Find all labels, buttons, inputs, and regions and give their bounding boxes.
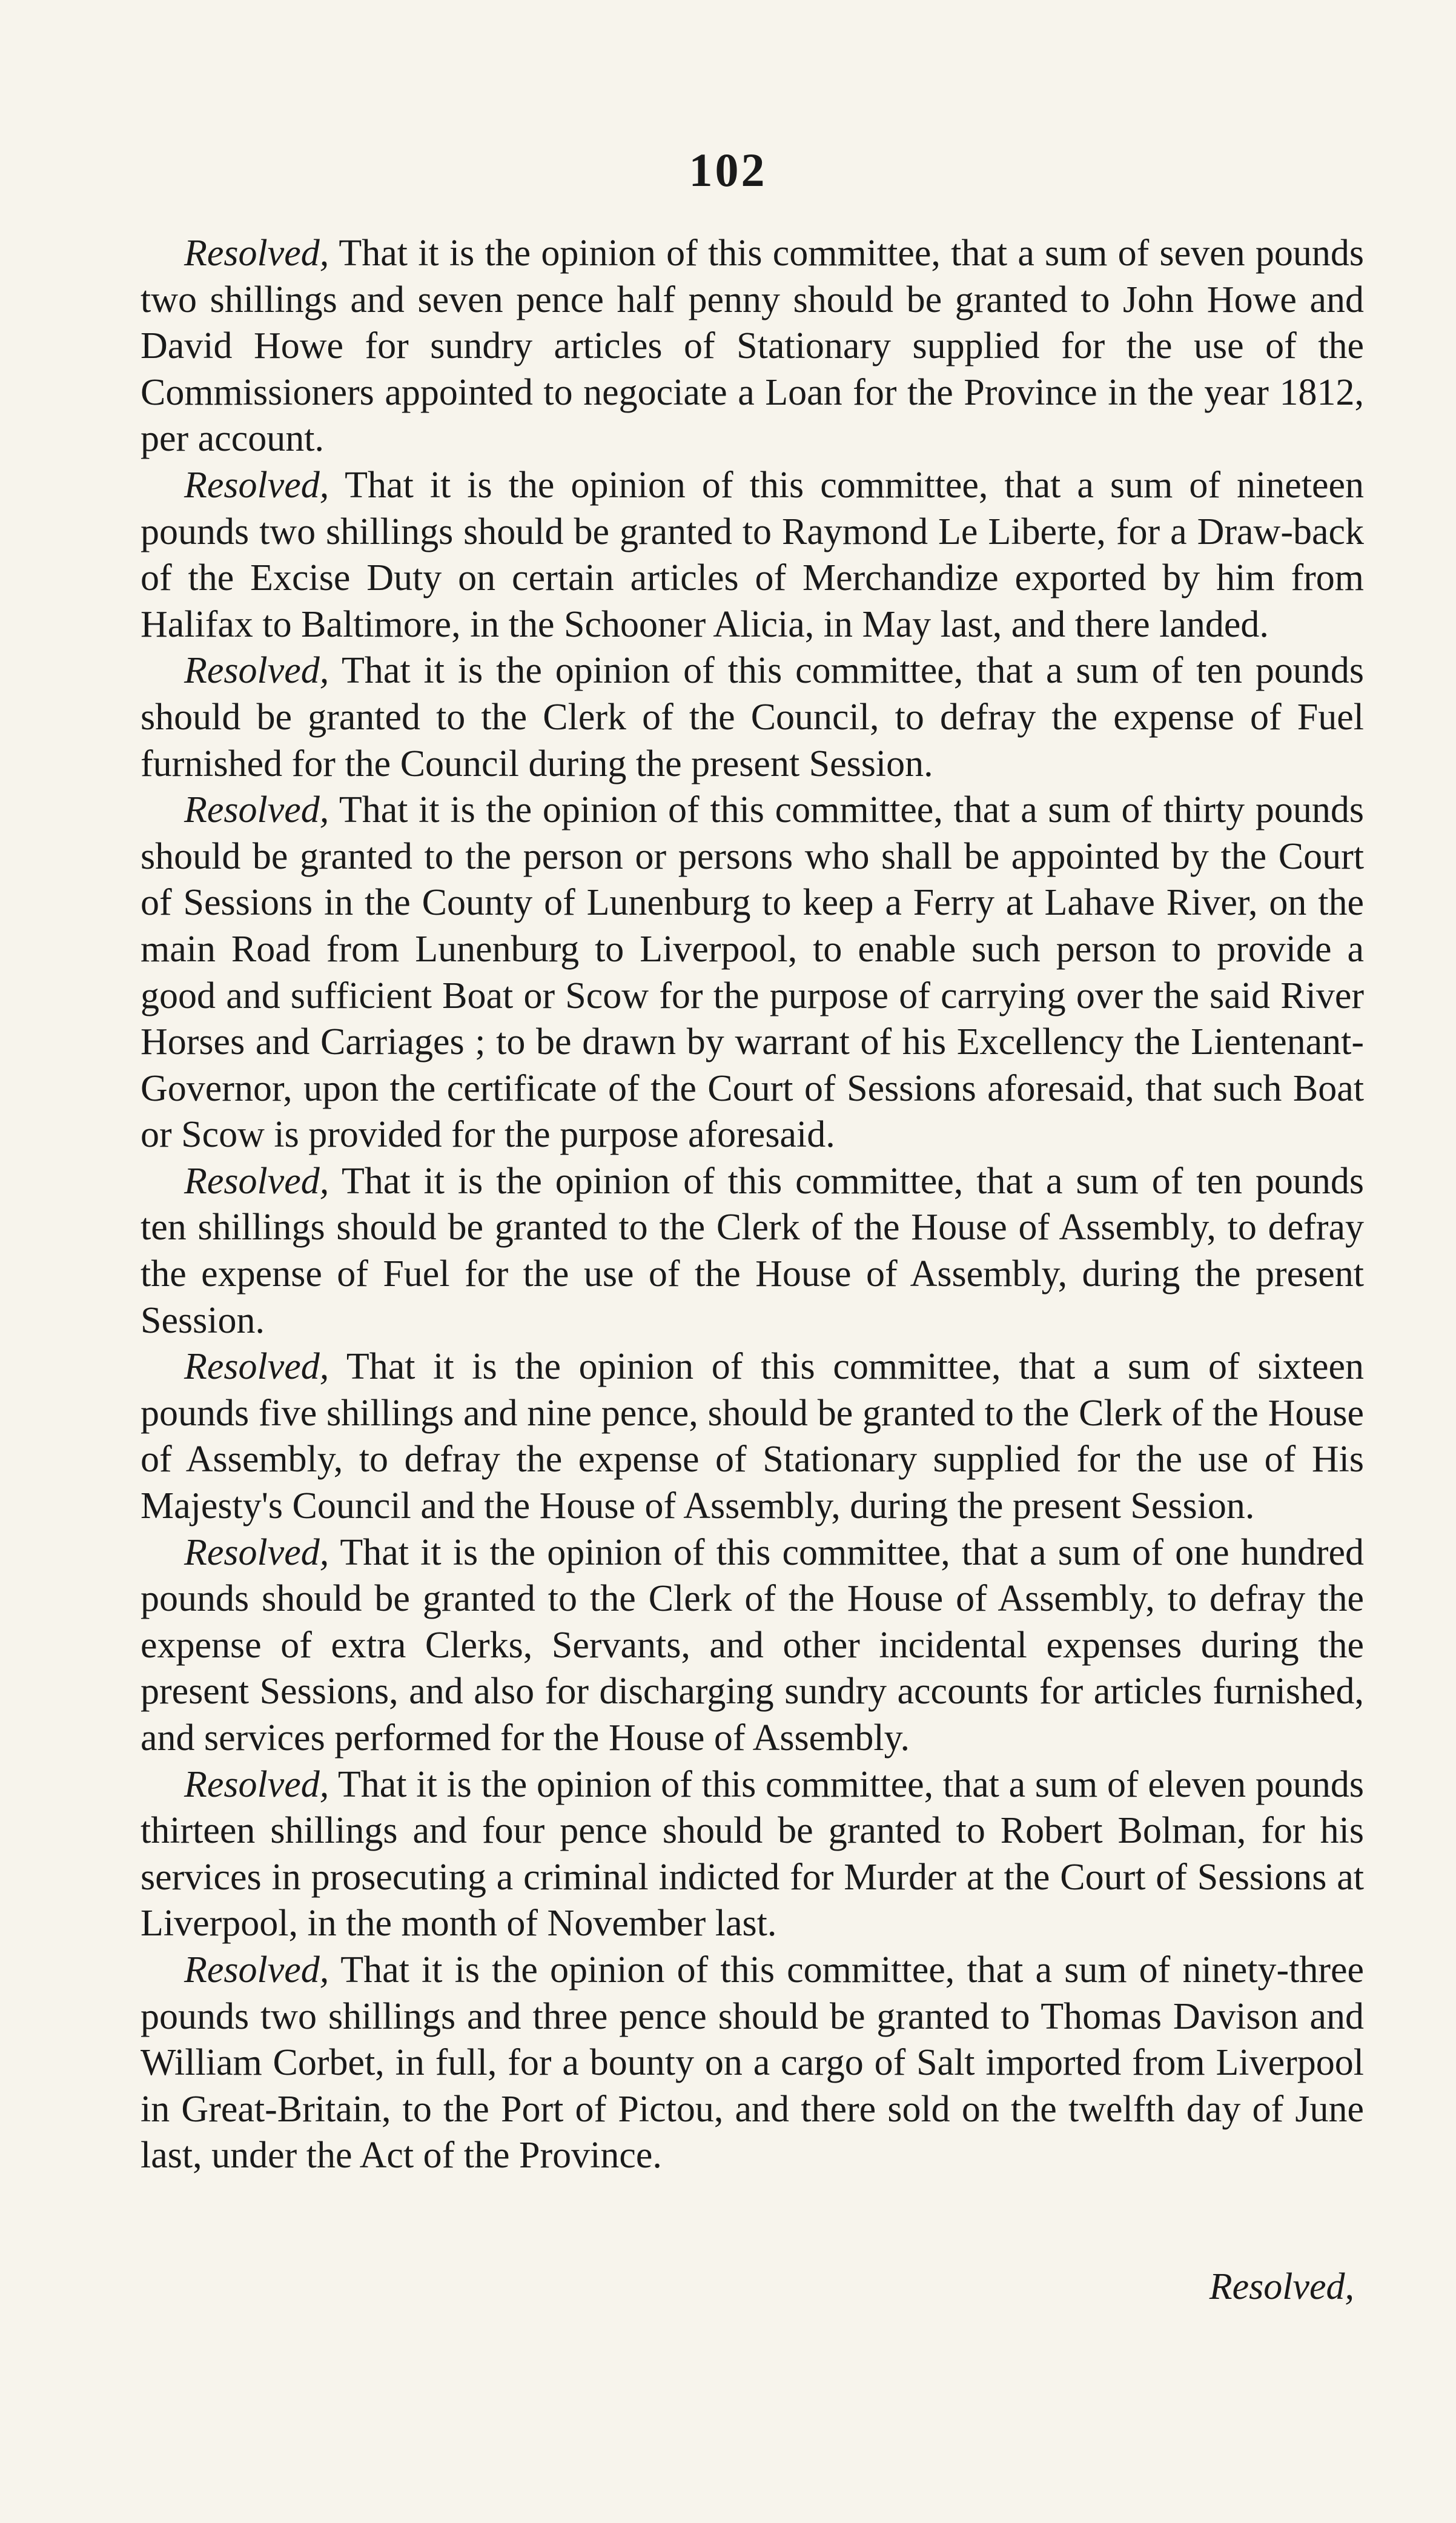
resolution-text: That it is the opinion of this committee, that a sum of ten pounds should be granted to the Clerk of the Council, to defray the expense of Fuel furnished for the Council during the present Session. bbox=[141, 650, 1364, 784]
resolution-lead: Resolved, bbox=[184, 1346, 329, 1388]
body-text bbox=[141, 230, 1364, 2179]
resolution-text: That it is the opinion of this committee, that a sum of thirty pounds should be granted to the person or persons who shall be appointed by the Court of Sessions in the County of Lunenburg to keep a Ferry at Lahave River, on the main Road from Lunenburg to Liverpool, to enable such person to provide a good and sufficient Boat or Scow for the purpose of carrying over the said River Horses and Carriages ; to be drawn by warrant of his Excellency the Lientenant-Governor, upon the certificate of the Court of Sessions aforesaid, that such Boat or Scow is provided for the purpose aforesaid. bbox=[141, 789, 1364, 1156]
resolution-paragraph-6 bbox=[141, 1344, 1364, 1529]
resolution-lead: Resolved, bbox=[184, 650, 329, 692]
resolution-paragraph-3 bbox=[141, 648, 1364, 787]
resolution-paragraph-1 bbox=[141, 230, 1364, 462]
page-number: 102 bbox=[689, 144, 767, 196]
resolution-text: That it is the opinion of this committee, that a sum of one hundred pounds should be granted to the Clerk of the House of Assembly, to defray the expense of extra Clerks, Servants, and other incidental expenses during the present Sessions, and also for discharging sundry accounts for articles furnished, and services performed for the House of Assembly. bbox=[141, 1531, 1364, 1759]
catchword: Resolved, bbox=[1209, 2266, 1354, 2307]
resolution-lead: Resolved, bbox=[184, 464, 329, 506]
resolution-lead: Resolved, bbox=[184, 789, 329, 831]
resolution-paragraph-7 bbox=[141, 1530, 1364, 1762]
resolution-paragraph-4 bbox=[141, 787, 1364, 1158]
resolution-lead: Resolved, bbox=[184, 1763, 329, 1805]
resolution-text: That it is the opinion of this committee, that a sum of eleven pounds thirteen shillings and four pence should be granted to Robert Bolman, for his services in prosecuting a criminal indicted for Murder at the Court of Sessions at Liverpool, in the month of November last. bbox=[141, 1763, 1364, 1944]
resolution-text: That it is the opinion of this committee, that a sum of ninety-three pounds two shillings and three pence should be granted to Thomas Davison and William Corbet, in full, for a bounty on a cargo of Salt imported from Liverpool in Great-Britain, to the Port of Pictou, and there sold on the twelfth day of June last, under the Act of the Province. bbox=[141, 1949, 1364, 2177]
resolution-paragraph-5 bbox=[141, 1158, 1364, 1344]
resolution-lead: Resolved, bbox=[184, 233, 329, 274]
resolution-lead: Resolved, bbox=[184, 1531, 329, 1573]
resolution-text: That it is the opinion of this committee, that a sum of nineteen pounds two shillings should be granted to Raymond Le Liberte, for a Draw-back of the Excise Duty on certain articles of Merchandize exported by him from Halifax to Baltimore, in the Schooner Alicia, in May last, and there landed. bbox=[141, 464, 1364, 645]
resolution-lead: Resolved, bbox=[184, 1949, 329, 1991]
resolution-text: That it is the opinion of this committee, that a sum of seven pounds two shillings and seven pence half penny should be granted to John Howe and David Howe for sundry articles of Stationary supplied for the use of the Commissioners appointed to negociate a Loan for the Province in the year 1812, per account. bbox=[141, 233, 1364, 460]
resolution-paragraph-8 bbox=[141, 1762, 1364, 1947]
resolution-paragraph-9 bbox=[141, 1947, 1364, 2179]
resolution-paragraph-2 bbox=[141, 462, 1364, 648]
resolution-text: That it is the opinion of this committee, that a sum of sixteen pounds five shillings and nine pence, should be granted to the Clerk of the House of Assembly, to defray the expense of Stationary supplied for the use of His Majesty's Council and the House of Assembly, during the present Session. bbox=[141, 1346, 1364, 1527]
resolution-lead: Resolved, bbox=[184, 1160, 329, 1202]
resolution-text: That it is the opinion of this committee, that a sum of ten pounds ten shillings should be granted to the Clerk of the House of Assembly, to defray the expense of Fuel for the use of the House of Assembly, during the present Session. bbox=[141, 1160, 1364, 1341]
